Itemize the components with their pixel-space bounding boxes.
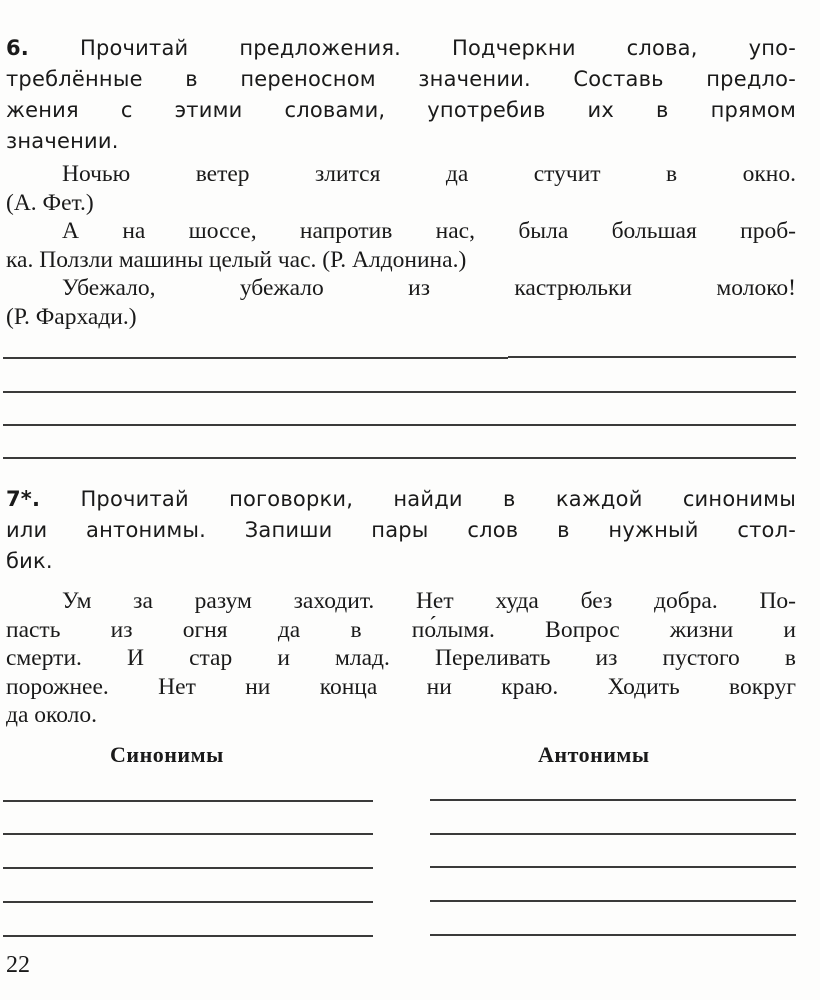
answer-line-segment xyxy=(508,356,796,358)
task-7-text: Ум за разум заходит. Нет худа без добра. По- пасть из огня да в по́лымя. Вопрос жизни и смерти. И стар и млад. Переливать из пустого в порожнее. Нет ни конца ни краю. Ходить вокруг да около. xyxy=(6,588,796,728)
antonyms-answer-line[interactable] xyxy=(430,833,796,835)
answer-line[interactable] xyxy=(3,357,508,359)
task-6-text: Ночью ветер злится да стучит в окно. (А. Фет.) А на шоссе, напротив нас, была большая проб- ка. Ползли машины целый час. (Р. Алдонина.) Убежало, убежало из кастрюльки молоко! (Р. Фархади.) xyxy=(6,161,796,330)
task-6-instruction: 6. Прочитай предложения. Подчеркни слова, упо- треблённые в переносном значении. Составь предло- жения с этими словами, употребив их в прямом значении. xyxy=(6,36,796,153)
answer-line[interactable] xyxy=(3,457,796,459)
page-number: 22 xyxy=(6,952,30,978)
antonyms-answer-line[interactable] xyxy=(430,900,796,902)
synonyms-answer-line-full xyxy=(3,800,373,802)
task-7-instruction: 7*. Прочитай поговорки, найди в каждой синонимы или антонимы. Запиши пары слов в нужный стол- бик. xyxy=(6,487,796,573)
answer-line[interactable] xyxy=(3,391,796,393)
synonyms-answer-line-full xyxy=(3,901,373,903)
antonyms-answer-line[interactable] xyxy=(430,934,796,936)
synonyms-answer-line-full xyxy=(3,867,373,869)
antonyms-column-heading: Антонимы xyxy=(538,742,650,767)
antonyms-answer-line[interactable] xyxy=(430,799,796,801)
task-6-number: 6. xyxy=(6,36,29,60)
answer-line[interactable] xyxy=(3,424,796,426)
antonyms-answer-line[interactable] xyxy=(430,866,796,868)
task-7-number: 7*. xyxy=(6,487,41,511)
synonyms-answer-line-full xyxy=(3,935,373,937)
synonyms-answer-line-full xyxy=(3,833,373,835)
synonyms-column-heading: Синонимы xyxy=(110,742,224,767)
